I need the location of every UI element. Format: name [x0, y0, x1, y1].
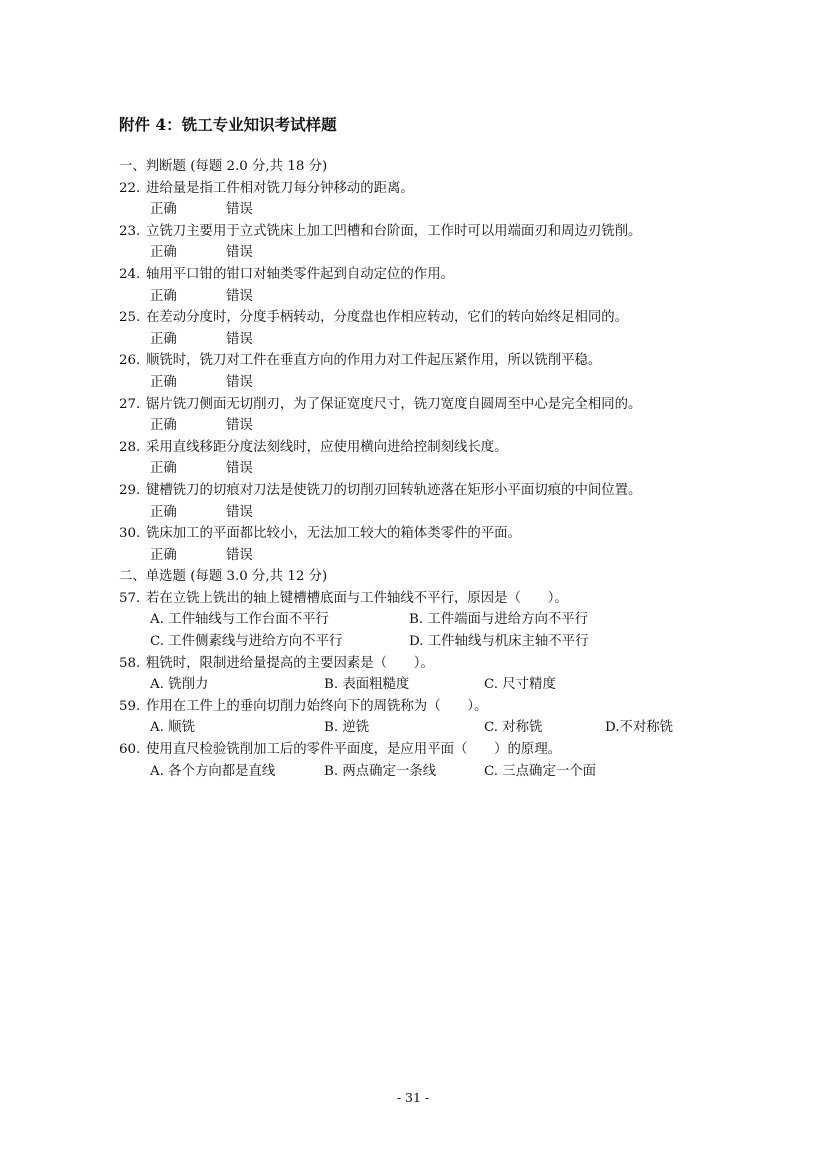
question-28 — [119, 437, 719, 480]
question-number: 27. — [119, 396, 141, 412]
question-text: 采用直线移距分度法刻线时，应使用横向进给控制刻线长度。 — [146, 439, 508, 455]
answer-true: 正确 — [150, 461, 177, 477]
question-text: 铣床加工的平面都比较小，无法加工较大的箱体类零件的平面。 — [146, 526, 521, 542]
question-text: 进给量是指工件相对铣刀每分钟移动的距离。 — [146, 180, 414, 196]
question-27 — [119, 394, 719, 437]
question-text: 若在立铣上铣出的轴上键槽槽底面与工件轴线不平行，原因是（ ）。 — [146, 590, 568, 606]
answer-true: 正确 — [150, 374, 177, 390]
question-number: 26. — [119, 353, 141, 369]
option-d: D.不对称铣 — [605, 720, 674, 736]
answer-false: 错误 — [226, 461, 253, 477]
question-text: 顺铣时，铣刀对工件在垂直方向的作用力对工件起压紧作用，所以铣削平稳。 — [146, 353, 602, 369]
option-c: C. 工件侧素线与进给方向不平行 — [150, 634, 343, 650]
answer-false: 错误 — [226, 547, 253, 563]
question-number: 60. — [119, 742, 141, 758]
answer-true: 正确 — [150, 331, 177, 347]
answer-true: 正确 — [150, 504, 177, 520]
answer-true: 正确 — [150, 288, 177, 304]
question-25 — [119, 307, 719, 350]
page-number: - 31 - — [396, 1090, 430, 1105]
question-number: 25. — [119, 310, 141, 326]
answer-false: 错误 — [226, 418, 253, 434]
page-title: 附件 4：铣工专业知识考试样题 — [119, 115, 337, 134]
answer-false: 错误 — [226, 331, 253, 347]
section-heading-single-choice: 二、单选题 (每题 3.0 分,共 12 分) — [119, 569, 328, 585]
question-number: 57. — [119, 590, 141, 606]
question-30 — [119, 523, 719, 566]
question-text: 轴用平口钳的钳口对轴类零件起到自动定位的作用。 — [146, 266, 454, 282]
question-number: 22. — [119, 180, 141, 196]
option-b: B. 逆铣 — [324, 720, 370, 736]
option-b: B. 工件端面与进给方向不平行 — [409, 612, 589, 628]
question-number: 30. — [119, 526, 141, 542]
answer-true: 正确 — [150, 418, 177, 434]
question-number: 58. — [119, 655, 141, 671]
question-number: 28. — [119, 439, 141, 455]
answer-false: 错误 — [226, 374, 253, 390]
question-59 — [119, 696, 719, 739]
answer-false: 错误 — [226, 202, 253, 218]
answer-false: 错误 — [226, 504, 253, 520]
question-57 — [119, 588, 719, 653]
question-text: 作用在工件上的垂向切削力始终向下的周铣称为（ ）。 — [146, 698, 488, 714]
option-d: D. 工件轴线与机床主轴不平行 — [409, 634, 589, 650]
question-number: 23. — [119, 223, 141, 239]
question-text: 立铣刀主要用于立式铣床上加工凹槽和台阶面，工作时可以用端面刃和周边刃铣削。 — [146, 223, 642, 239]
answer-false: 错误 — [226, 245, 253, 261]
option-a: A. 铣削力 — [150, 677, 209, 693]
question-text: 使用直尺检验铣削加工后的零件平面度，是应用平面（ ）的原理。 — [146, 742, 562, 758]
answer-true: 正确 — [150, 202, 177, 218]
question-text: 键槽铣刀的切痕对刀法是使铣刀的切削刃回转轨迹落在矩形小平面切痕的中间位置。 — [146, 482, 642, 498]
exam-content — [119, 156, 719, 782]
question-text: 粗铣时，限制进给量提高的主要因素是（ ）。 — [146, 655, 434, 671]
question-number: 24. — [119, 266, 141, 282]
option-b: B. 表面粗糙度 — [324, 677, 410, 693]
question-text: 在差动分度时，分度手柄转动，分度盘也作相应转动，它们的转向始终足相同的。 — [146, 310, 629, 326]
answer-true: 正确 — [150, 547, 177, 563]
question-22 — [119, 178, 719, 221]
section-heading-true-false: 一、判断题 (每题 2.0 分,共 18 分) — [119, 159, 328, 174]
option-a: A. 顺铣 — [150, 720, 195, 736]
option-a: A. 各个方向都是直线 — [150, 763, 276, 779]
question-60 — [119, 739, 719, 782]
option-c: C. 对称铣 — [484, 720, 543, 736]
question-24 — [119, 264, 719, 307]
answer-false: 错误 — [226, 288, 253, 304]
question-29 — [119, 480, 719, 523]
question-number: 29. — [119, 482, 141, 498]
option-b: B. 两点确定一条线 — [324, 763, 437, 779]
option-c: C. 三点确定一个面 — [484, 763, 597, 779]
question-26 — [119, 350, 719, 393]
option-c: C. 尺寸精度 — [484, 677, 556, 693]
answer-true: 正确 — [150, 245, 177, 261]
option-a: A. 工件轴线与工作台面不平行 — [150, 612, 329, 628]
question-58 — [119, 653, 719, 696]
question-23 — [119, 221, 719, 264]
question-text: 锯片铣刀侧面无切削刃，为了保证宽度尺寸，铣刀宽度自圆周至中心是完全相同的。 — [146, 396, 642, 412]
question-number: 59. — [119, 698, 141, 714]
